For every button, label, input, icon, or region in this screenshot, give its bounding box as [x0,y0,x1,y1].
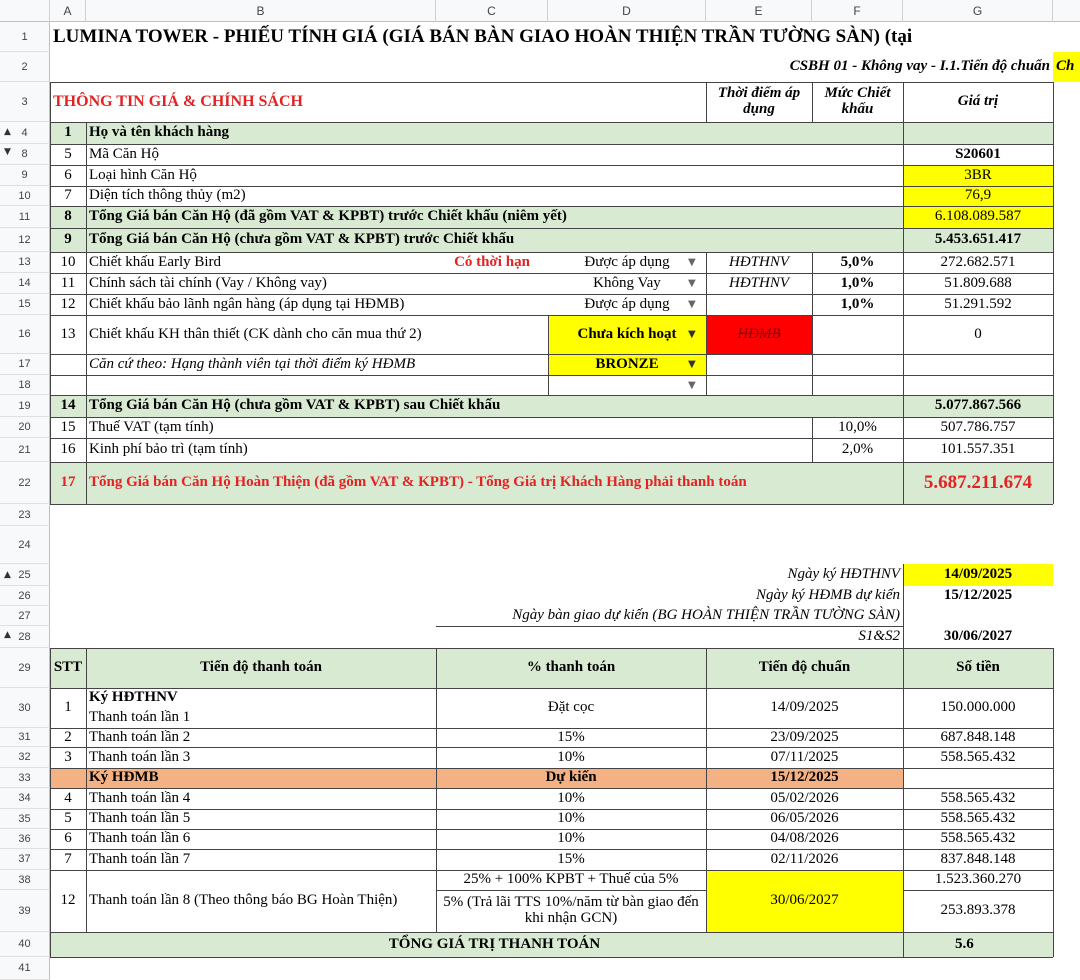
payment-amount[interactable]: 687.848.148 [940,728,1016,745]
payment-pct[interactable]: Đặt cọc [547,699,595,716]
listed-price-value[interactable]: 6.108.089.587 [903,206,1053,228]
finance-policy-value[interactable]: 51.809.688 [944,274,1012,291]
stt-header[interactable]: STT [53,659,83,676]
dropdown-arrow-icon[interactable]: ▼ [688,299,696,310]
time-applied-header[interactable]: Thời điểm áp dụng [717,85,801,117]
grid-line [86,648,87,932]
finance-policy-label[interactable]: Chính sách tài chính (Vay / Không vay) [89,274,327,291]
contract-date-label[interactable]: Ngày ký HĐMB dự kiến [756,587,900,604]
row-header[interactable]: 38 [0,870,50,890]
payment-pct[interactable]: 10% [557,830,585,847]
bank-guarantee-rate[interactable]: 1,0% [840,295,875,312]
row-header[interactable]: 26 [0,586,50,606]
row-header[interactable]: 34 [0,788,50,809]
dropdown-arrow-icon[interactable]: ▼ [688,329,696,340]
policy-tag[interactable]: Ch [1053,52,1080,82]
dropdown-arrow-icon[interactable]: ▼ [688,359,696,370]
row-number[interactable]: 10 [60,253,76,270]
payment-amount[interactable]: 150.000.000 [940,699,1016,716]
row-number[interactable]: 8 [64,208,72,225]
final-payment-date[interactable]: 30/06/2027 [706,870,903,932]
contract-date-value[interactable]: 15/12/2025 [943,587,1013,604]
bank-guarantee-dropdown[interactable]: Được áp dụng [584,295,670,312]
payment-date[interactable]: 04/08/2026 [770,830,839,847]
maintenance-fee-label[interactable]: Kinh phí bảo trì (tạm tính) [89,441,248,458]
column-header[interactable]: G [903,0,1053,22]
collapse-group-icon[interactable]: ▲ [4,127,11,137]
row-number[interactable]: 15 [60,418,76,435]
payment-step-label[interactable]: Thanh toán lần 7 [89,850,191,867]
column-header[interactable]: F [812,0,903,22]
grid-line [706,82,707,122]
payment-date[interactable]: 06/05/2026 [770,810,839,827]
dropdown-arrow-icon[interactable]: ▼ [688,278,696,289]
row-header[interactable]: 29 [0,648,50,688]
row-number[interactable]: 12 [60,892,76,909]
row-number[interactable]: 5 [64,145,72,162]
row-header[interactable]: 1 [0,22,50,52]
maintenance-fee-value[interactable]: 101.557.351 [940,441,1016,458]
loyal-customer-time[interactable]: HĐMB [706,315,812,354]
row-header[interactable]: 40 [0,932,50,957]
schedule-std-header[interactable]: Tiến độ chuẩn [758,659,851,676]
row-header[interactable]: 37 [0,849,50,870]
tower-label[interactable]: S1&S2 [858,628,900,645]
grid-line [436,648,437,932]
grid-line [50,957,1053,958]
row-header[interactable]: 39 [0,890,50,932]
grid-line [706,648,707,932]
row-number[interactable]: 2 [64,728,72,745]
loyal-customer-dropdown[interactable]: Chưa kích hoạt [548,315,706,354]
collapse-group-icon[interactable]: ▲ [4,630,11,640]
payment-date[interactable]: 14/09/2025 [770,699,839,716]
payment-amount[interactable]: 558.565.432 [940,748,1016,765]
expand-group-icon[interactable]: ▼ [4,147,11,157]
payment-pct[interactable]: 10% [557,789,585,806]
sales-contract-pct[interactable]: Dự kiến [545,769,597,786]
value-header[interactable]: Giá trị [957,93,999,110]
payment-pct[interactable]: 15% [557,728,585,745]
grid-line [50,504,1053,505]
row-number[interactable]: 12 [60,295,76,312]
column-header-bar [0,0,1080,22]
rank-basis-label[interactable]: Căn cứ theo: Hạng thành viên tại thời điểm ký HĐMB [89,355,416,372]
row-header[interactable]: 13 [0,252,50,273]
payment-amount[interactable]: 558.565.432 [940,830,1016,847]
after-discount-value[interactable]: 5.077.867.566 [934,397,1022,414]
vat-label[interactable]: Thuế VAT (tạm tính) [89,418,214,435]
row-header[interactable]: 32 [0,747,50,768]
discount-level-header[interactable]: Mức Chiết khấu [824,85,891,117]
select-all-corner[interactable] [0,0,50,22]
payment-amount[interactable]: 558.565.432 [940,789,1016,806]
row-header[interactable]: 36 [0,829,50,849]
row-header[interactable]: 9 [0,165,50,186]
row-number[interactable]: 13 [60,325,76,342]
row-header[interactable]: 24 [0,526,50,564]
tower-handover-date[interactable]: 30/06/2027 [943,628,1013,645]
row-header[interactable]: 21 [0,438,50,462]
row-number[interactable]: 6 [64,830,72,847]
payment-date[interactable]: 02/11/2026 [770,850,839,867]
row-header[interactable]: 8 [0,144,50,165]
grid-line [812,417,813,462]
schedule-amount-header[interactable]: Số tiền [956,659,1000,676]
payment-amount[interactable]: 837.848.148 [940,850,1016,867]
row-number[interactable]: 7 [64,187,72,204]
policy-line[interactable]: CSBH 01 - Không vay - I.1.Tiến độ chuẩn [789,58,1050,75]
row-header[interactable]: 18 [0,375,50,395]
row-header[interactable]: 2 [0,52,50,82]
member-rank-dropdown[interactable]: BRONZE [548,354,706,375]
grid-line [436,626,903,627]
deposit-contract-label[interactable]: Ký HĐTHNV [89,689,178,706]
grid-line [86,122,87,504]
section-header[interactable]: THÔNG TIN GIÁ & CHÍNH SÁCH [53,92,303,110]
customer-name-value[interactable] [903,122,1053,144]
loyal-customer-value[interactable]: 0 [974,325,982,342]
column-header[interactable]: E [706,0,812,22]
dropdown-arrow-icon[interactable]: ▼ [688,257,696,268]
sales-contract-date[interactable]: 15/12/2025 [770,769,839,786]
finance-policy-rate[interactable]: 1,0% [840,274,875,291]
payment-step-label[interactable]: Thanh toán lần 6 [89,830,191,847]
row-header[interactable]: 22 [0,462,50,504]
schedule-pct-header[interactable]: % thanh toán [526,659,616,676]
row-header[interactable]: 17 [0,354,50,375]
payment-step-label[interactable]: Thanh toán lần 3 [89,748,191,765]
column-header[interactable]: A [50,0,86,22]
payment-pct[interactable]: 10% [557,748,585,765]
row-number[interactable]: 7 [64,850,72,867]
after-discount-label[interactable]: Tổng Giá bán Căn Hộ (chưa gồm VAT & KPBT) sau Chiết khấu [89,397,501,414]
payment-amount[interactable]: 558.565.432 [940,810,1016,827]
column-header[interactable] [1053,0,1080,22]
handover-date-label[interactable]: Ngày bàn giao dự kiến (BG HOÀN THIỆN TRẦN TƯỜNG SÀN) [512,607,900,624]
row-header[interactable]: 41 [0,957,50,980]
grid-line [548,315,549,395]
maintenance-fee-rate[interactable]: 2,0% [841,441,874,458]
row-header[interactable]: 19 [0,395,50,417]
sheet-title[interactable]: LUMINA TOWER - PHIẾU TÍNH GIÁ (GIÁ BÁN BÀN GIAO HOÀN THIỆN TRẦN TƯỜNG SÀN) (tại [53,26,913,48]
row-number[interactable]: 3 [64,748,72,765]
grand-total-value[interactable]: 5.687.211.674 [923,472,1033,494]
bank-guarantee-label[interactable]: Chiết khấu bảo lãnh ngân hàng (áp dụng tại HĐMB) [89,295,405,312]
listed-price-label[interactable]: Tổng Giá bán Căn Hộ (đã gồm VAT & KPBT) trước Chiết khấu (niêm yết) [89,208,567,225]
finance-policy-dropdown[interactable]: Không Vay [593,274,661,291]
payment-pct[interactable]: 15% [557,850,585,867]
unit-type-label[interactable]: Loại hình Căn Hộ [89,166,197,183]
payment-step-label[interactable]: Thanh toán lần 2 [89,728,191,745]
dropdown-arrow-icon[interactable]: ▼ [688,380,696,391]
pre-discount-price-label[interactable]: Tổng Giá bán Căn Hộ (chưa gồm VAT & KPBT) trước Chiết khấu [89,231,515,248]
row-header[interactable]: 23 [0,504,50,526]
row-header[interactable]: 14 [0,273,50,294]
column-header[interactable]: D [548,0,706,22]
grid-line [812,82,813,122]
early-bird-value[interactable]: 272.682.571 [940,253,1016,270]
vat-value[interactable]: 507.786.757 [940,418,1016,435]
row-number[interactable]: 4 [64,789,72,806]
schedule-total-value[interactable]: 5.6 [955,935,974,952]
grid-line [50,648,51,957]
grid-line [436,890,706,891]
row-header[interactable]: 4 [0,122,50,144]
deposit-date-value[interactable]: 14/09/2025 [903,564,1053,586]
bank-guarantee-value[interactable]: 51.291.592 [944,295,1012,312]
pre-discount-price-value[interactable]: 5.453.651.417 [934,231,1022,248]
payment-step-label[interactable]: Thanh toán lần 1 [89,709,191,726]
deposit-date-label[interactable]: Ngày ký HĐTHNV [787,566,900,583]
row-header[interactable]: 10 [0,186,50,206]
area-label[interactable]: Diện tích thông thủy (m2) [89,187,246,204]
collapse-group-icon[interactable]: ▲ [4,570,11,580]
payment-step-label[interactable]: Thanh toán lần 5 [89,810,191,827]
row-header[interactable]: 35 [0,809,50,829]
row-header[interactable]: 33 [0,768,50,788]
row-header[interactable]: 27 [0,606,50,626]
final-payment-amount-2[interactable]: 253.893.378 [940,902,1016,919]
early-bird-time[interactable]: HĐTHNV [728,253,789,270]
final-payment-pct-2[interactable]: 5% (Trả lãi TTS 10%/năm từ bàn giao đến khi nhận GCN) [443,894,699,926]
time-limited-note[interactable]: Có thời hạn [454,253,530,270]
row-header[interactable]: 31 [0,728,50,747]
finance-policy-time[interactable]: HĐTHNV [728,274,789,291]
payment-step-label[interactable]: Thanh toán lần 4 [89,789,191,806]
row-number[interactable]: 17 [60,474,76,491]
grand-total-label[interactable]: Tổng Giá bán Căn Hộ Hoàn Thiện (đã gồm VAT & KPBT) - Tổng Giá trị Khách Hàng phải thanh toán [89,474,747,491]
vat-rate[interactable]: 10,0% [838,418,877,435]
payment-date[interactable]: 05/02/2026 [770,789,839,806]
row-header[interactable]: 25 [0,564,50,586]
unit-type-value[interactable]: 3BR [903,165,1053,186]
grid-line [1053,648,1054,957]
unit-code-label[interactable]: Mã Căn Hộ [89,145,159,162]
grid-line [903,82,904,504]
customer-name-label[interactable]: Họ và tên khách hàng [89,124,230,141]
area-value[interactable]: 76,9 [903,186,1053,206]
row-number[interactable]: 5 [64,810,72,827]
row-number[interactable]: 14 [60,397,76,414]
handover-date-value[interactable] [903,606,1053,626]
row-number[interactable]: 1 [64,699,72,716]
row-number[interactable]: 1 [64,124,72,141]
column-header[interactable]: C [436,0,548,22]
schedule-total-label[interactable]: TỔNG GIÁ TRỊ THANH TOÁN [388,935,601,952]
unit-code-value[interactable]: S20601 [955,145,1001,162]
row-number[interactable]: 9 [64,231,72,248]
grid-line [903,564,904,957]
row-header[interactable]: 12 [0,228,50,252]
early-bird-dropdown[interactable]: Được áp dụng [584,253,670,270]
row-header[interactable]: 11 [0,206,50,228]
row-header[interactable]: 28 [0,626,50,648]
row-number[interactable]: 11 [60,274,76,291]
payment-date[interactable]: 07/11/2025 [770,748,839,765]
final-payment-label[interactable]: Thanh toán lần 8 (Theo thông báo BG Hoàn Thiện) [89,892,398,909]
row-header[interactable]: 16 [0,315,50,354]
row-header[interactable]: 3 [0,82,50,122]
payment-date[interactable]: 23/09/2025 [770,728,839,745]
row-header[interactable]: 15 [0,294,50,315]
loyal-customer-label[interactable]: Chiết khấu KH thân thiết (CK dành cho căn mua thứ 2) [89,325,422,342]
row-header[interactable]: 30 [0,688,50,728]
early-bird-rate[interactable]: 5,0% [840,253,875,270]
final-payment-amount-1[interactable]: 1.523.360.270 [934,871,1022,888]
row-number[interactable]: 6 [64,166,72,183]
grid-line [706,252,707,395]
final-payment-pct-1[interactable]: 25% + 100% KPBT + Thuế của 5% [463,871,679,888]
payment-pct[interactable]: 10% [557,810,585,827]
row-header[interactable]: 20 [0,417,50,438]
grid-line [50,82,51,504]
grid-line [812,252,813,395]
sales-contract-label[interactable]: Ký HĐMB [89,769,159,786]
row-number[interactable]: 16 [60,441,76,458]
schedule-step-header[interactable]: Tiến độ thanh toán [200,659,322,676]
grid-line [903,890,1053,891]
grid-line [1053,82,1054,504]
early-bird-label[interactable]: Chiết khấu Early Bird [89,253,222,270]
column-header[interactable]: B [86,0,436,22]
